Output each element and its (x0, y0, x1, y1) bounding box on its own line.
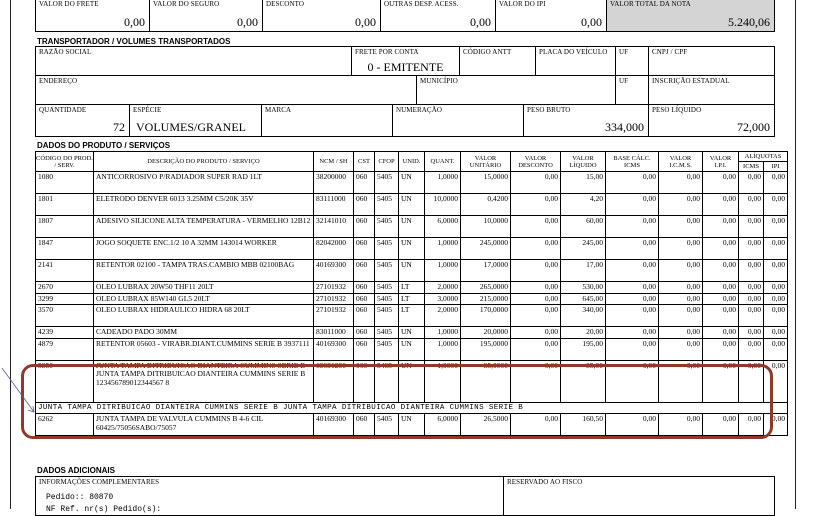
cell-cod: 5850 (36, 360, 94, 402)
inscricao-estadual-label: INSCRIÇÃO ESTADUAL (652, 77, 730, 85)
cell-vu: 20,0000 (461, 327, 511, 339)
cell-cfop: 5405 (375, 338, 399, 360)
cell-qt: 6,0000 (425, 216, 461, 238)
peso-liquido-box (648, 104, 775, 137)
cell-cod: 2141 (36, 260, 94, 282)
col-bcicms: BASE CÁLC. ICMS (606, 152, 659, 172)
cell-ncm: 40169300 (314, 338, 354, 360)
cell-vp: 0,00 (703, 414, 739, 436)
uf1-box (615, 46, 649, 76)
cell-vu: 17,0000 (461, 260, 511, 282)
col-vdesc: VALOR DESCONTO (511, 152, 561, 172)
cell-vu: 195,0000 (461, 338, 511, 360)
placa-box (535, 46, 616, 76)
cell-ap: 0,00 (764, 172, 788, 194)
cell-vu: 85,0000 (461, 360, 511, 402)
cell-un: UN (399, 172, 425, 194)
cell-un: UN (399, 260, 425, 282)
cell-vl: 60,00 (561, 216, 606, 238)
cell-ncm: 83111000 (314, 194, 354, 216)
razao-social-label: RAZÃO SOCIAL (39, 48, 92, 56)
cell-desc: ANTICORROSIVO P/RADIADOR SUPER RAD 1LT (94, 172, 314, 194)
table-row (36, 238, 788, 260)
cell-cst: 060 (354, 238, 375, 260)
cell-vd: 0,00 (511, 360, 561, 402)
table-row (36, 305, 788, 327)
overflow-description-text: JUNTA TAMPA DITRIBUICAO DIANTEIRA CUMMINS SERIE B JUNTA TAMPA DITRIBUICAO DIANTEIRA CUMMINS SERIE B (36, 402, 788, 414)
cell-ap: 0,00 (764, 414, 788, 436)
cell-vp: 0,00 (703, 305, 739, 327)
cell-vu: 215,0000 (461, 293, 511, 305)
cell-cfop: 5405 (375, 414, 399, 436)
razao-social-box (35, 46, 352, 76)
col-vunit: VALOR UNITÁRIO (461, 152, 511, 172)
cell-vp: 0,00 (703, 360, 739, 402)
products-header-row (36, 152, 788, 162)
cell-vi: 0,00 (659, 305, 703, 327)
uf1-label: UF (619, 48, 629, 56)
cell-ai: 0,00 (739, 194, 764, 216)
col-vliq: VALOR LÍQUIDO (561, 152, 606, 172)
cell-ap: 0,00 (764, 260, 788, 282)
cell-qt: 6,0000 (425, 414, 461, 436)
quantidade-label: QUANTIDADE (39, 106, 87, 114)
valor-frete-value: 0,00 (124, 15, 145, 29)
cell-vi: 0,00 (659, 194, 703, 216)
cell-qt: 1,0000 (425, 238, 461, 260)
col-cfop: CFOP (375, 152, 399, 172)
cell-desc: OLEO LUBRAX HIDRAULICO HIDRA 68 20LT (94, 305, 314, 327)
col-ncm: NCM / SH (314, 152, 354, 172)
cell-desc: ADESIVO SILICONE ALTA TEMPERATURA - VERMELHO 12B12 (94, 216, 314, 238)
outras-desp-label: OUTRAS DESP. ACESS. (384, 0, 459, 8)
cell-ap: 0,00 (764, 282, 788, 294)
uf2-label: UF (619, 77, 629, 85)
cell-ai: 0,00 (739, 414, 764, 436)
cell-cst: 060 (354, 172, 375, 194)
cell-ncm: 38200000 (314, 172, 354, 194)
cell-vd: 0,00 (511, 414, 561, 436)
arrow-pointer-icon (0, 366, 40, 416)
valor-total-label: VALOR TOTAL DA NOTA (610, 0, 691, 8)
valor-ipi-label: VALOR DO IPI (499, 0, 546, 8)
cell-ai: 0,00 (739, 360, 764, 402)
placa-label: PLACA DO VEÍCULO (539, 48, 608, 56)
cell-cod: 1080 (36, 172, 94, 194)
cell-cfop: 5405 (375, 293, 399, 305)
col-vicms: VALOR I.C.M.S. (659, 152, 703, 172)
peso-bruto-label: PESO BRUTO (527, 106, 571, 114)
table-row (36, 414, 788, 436)
codigo-antt-label: CÓDIGO ANTT (463, 48, 512, 56)
municipio-label: MUNICÍPIO (420, 77, 458, 85)
cell-ncm: 27101932 (314, 305, 354, 327)
table-row (36, 293, 788, 305)
cell-vp: 0,00 (703, 260, 739, 282)
cell-vi: 0,00 (659, 360, 703, 402)
cell-vl: 340,00 (561, 305, 606, 327)
cell-bc: 0,00 (606, 305, 659, 327)
marca-label: MARCA (265, 106, 292, 114)
cell-vd: 0,00 (511, 305, 561, 327)
cell-un: LT (399, 282, 425, 294)
cell-cfop: 5405 (375, 282, 399, 294)
additional-section-title: DADOS ADICIONAIS (37, 466, 115, 475)
cell-bc: 0,00 (606, 260, 659, 282)
cell-un: UN (399, 360, 425, 402)
cell-cfop: 5405 (375, 194, 399, 216)
endereco-box (35, 75, 417, 105)
cell-vl: 15,00 (561, 172, 606, 194)
cell-ncm: 83011000 (314, 327, 354, 339)
cell-vp: 0,00 (703, 282, 739, 294)
cell-cfop: 5405 (375, 172, 399, 194)
cell-vd: 0,00 (511, 172, 561, 194)
cell-cfop: 5405 (375, 260, 399, 282)
cell-qt: 1,0000 (425, 360, 461, 402)
cell-vi: 0,00 (659, 216, 703, 238)
cell-vi: 0,00 (659, 172, 703, 194)
pedido-text: Pedido:: 80870 (46, 493, 114, 502)
cell-vu: 0,4200 (461, 194, 511, 216)
cell-vp: 0,00 (703, 293, 739, 305)
cell-vl: 530,00 (561, 282, 606, 294)
cell-bc: 0,00 (606, 216, 659, 238)
cell-desc: RETENTOR 05603 - VIRABR.DIANT.CUMMINS SERIE B 3937111 (94, 338, 314, 360)
cell-vl: 17,00 (561, 260, 606, 282)
table-row (36, 172, 788, 194)
cell-ncm: 27101932 (314, 293, 354, 305)
col-aliquotas: ALÍQUOTAS (739, 152, 788, 162)
cell-ap: 0,00 (764, 216, 788, 238)
cell-desc: CADEADO PADO 30MM (94, 327, 314, 339)
cell-un: UN (399, 338, 425, 360)
cell-desc: OLEO LUBRAX 85W140 GL5 20LT (94, 293, 314, 305)
cell-bc: 0,00 (606, 194, 659, 216)
cell-bc: 0,00 (606, 293, 659, 305)
info-complementares-box (35, 476, 504, 516)
cell-cst: 060 (354, 282, 375, 294)
cnpj-box (648, 46, 775, 76)
cell-cfop: 5405 (375, 238, 399, 260)
marca-box (261, 104, 393, 137)
table-row (36, 360, 788, 402)
cell-ai: 0,00 (739, 282, 764, 294)
cell-ai: 0,00 (739, 305, 764, 327)
especie-label: ESPÉCIE (133, 106, 162, 114)
cell-ncm: 40169300 (314, 414, 354, 436)
overflow-description-row (36, 402, 788, 414)
cell-cod: 3570 (36, 305, 94, 327)
valor-frete-label: VALOR DO FRETE (39, 0, 99, 8)
cell-vl: 245,00 (561, 238, 606, 260)
endereco-label: ENDEREÇO (39, 77, 78, 85)
desconto-box (262, 0, 381, 32)
cell-vu: 265,0000 (461, 282, 511, 294)
transport-section-title: TRANSPORTADOR / VOLUMES TRANSPORTADOS (37, 37, 231, 46)
cell-qt: 2,0000 (425, 305, 461, 327)
frete-por-conta-box (351, 46, 460, 76)
col-aliq-icms: ICMS (739, 162, 764, 172)
cell-cod: 1847 (36, 238, 94, 260)
cell-vu: 245,0000 (461, 238, 511, 260)
cell-vi: 0,00 (659, 282, 703, 294)
cnpj-label: CNPJ / CPF (652, 48, 688, 56)
col-quant: QUANT. (425, 152, 461, 172)
cell-un: UN (399, 194, 425, 216)
ref-text: NF Ref. nr(s) Pedido(s): (46, 505, 162, 514)
valor-ipi-value: 0,00 (581, 15, 602, 29)
cell-vi: 0,00 (659, 414, 703, 436)
cell-bc: 0,00 (606, 327, 659, 339)
cell-desc: JOGO SOQUETE ENC.1/2 10 A 32MM 143014 WORKER (94, 238, 314, 260)
cell-un: LT (399, 305, 425, 327)
peso-bruto-value: 334,000 (605, 120, 644, 134)
cell-cst: 060 (354, 338, 375, 360)
codigo-antt-box (459, 46, 536, 76)
cell-ncm: 32141010 (314, 216, 354, 238)
cell-ncm: 69091230 (314, 360, 354, 402)
info-complementares-label: INFORMAÇÕES COMPLEMENTARES (39, 478, 160, 486)
cell-ap: 0,00 (764, 327, 788, 339)
cell-cst: 060 (354, 305, 375, 327)
cell-desc: ELETRODO DENVER 6013 3.25MM C5/20K 35V (94, 194, 314, 216)
uf2-box (615, 75, 649, 105)
cell-cfop: 5405 (375, 216, 399, 238)
cell-vd: 0,00 (511, 194, 561, 216)
cell-vl: 4,20 (561, 194, 606, 216)
cell-cod: 6262 (36, 414, 94, 436)
valor-total-value: 5.240,06 (728, 15, 770, 29)
valor-total-box (606, 0, 775, 32)
table-row (36, 260, 788, 282)
cell-ai: 0,00 (739, 327, 764, 339)
especie-value: VOLUMES/GRANEL (136, 120, 246, 134)
cell-cfop: 5405 (375, 360, 399, 402)
cell-bc: 0,00 (606, 172, 659, 194)
numeracao-box (392, 104, 524, 137)
cell-vp: 0,00 (703, 238, 739, 260)
cell-vi: 0,00 (659, 238, 703, 260)
cell-vi: 0,00 (659, 293, 703, 305)
frete-por-conta-value: 0 - EMITENTE (367, 60, 444, 74)
cell-ncm: 40169300 (314, 260, 354, 282)
cell-ap: 0,00 (764, 305, 788, 327)
cell-vi: 0,00 (659, 327, 703, 339)
cell-qt: 2,0000 (425, 282, 461, 294)
cell-ap: 0,00 (764, 338, 788, 360)
cell-ai: 0,00 (739, 238, 764, 260)
col-codigo: CÓDIGO DO PROD. / SERV. (36, 152, 94, 172)
cell-ai: 0,00 (739, 338, 764, 360)
col-cst: CST (354, 152, 375, 172)
reservado-fisco-box (503, 476, 775, 516)
cell-qt: 1,0000 (425, 327, 461, 339)
right-page-edge (795, 0, 796, 509)
cell-vl: 195,00 (561, 338, 606, 360)
table-row (36, 216, 788, 238)
cell-vd: 0,00 (511, 338, 561, 360)
cell-vu: 10,0000 (461, 216, 511, 238)
cell-cst: 060 (354, 414, 375, 436)
cell-qt: 1,0000 (425, 172, 461, 194)
cell-desc: OLEO LUBRAX 20W50 THF11 20LT (94, 282, 314, 294)
cell-cst: 060 (354, 327, 375, 339)
cell-cod: 1807 (36, 216, 94, 238)
cell-qt: 3,0000 (425, 293, 461, 305)
left-page-edge (10, 0, 11, 509)
cell-ai: 0,00 (739, 260, 764, 282)
cell-vp: 0,00 (703, 327, 739, 339)
col-unid: UNID. (399, 152, 425, 172)
numeracao-label: NUMERAÇÃO (396, 106, 443, 114)
cell-bc: 0,00 (606, 238, 659, 260)
cell-vp: 0,00 (703, 338, 739, 360)
cell-cst: 060 (354, 360, 375, 402)
cell-ai: 0,00 (739, 216, 764, 238)
quantidade-box (35, 104, 130, 137)
inscricao-estadual-box (648, 75, 775, 105)
cell-cst: 060 (354, 293, 375, 305)
cell-vi: 0,00 (659, 338, 703, 360)
cell-qt: 10,0000 (425, 194, 461, 216)
cell-desc: JUNTA TAMPA DE VALVULA CUMMINS B 4-6 CIL 60425/75056SABO/75057 (94, 414, 314, 436)
cell-cod: 3299 (36, 293, 94, 305)
cell-vp: 0,00 (703, 216, 739, 238)
valor-ipi-box (495, 0, 607, 32)
cell-vu: 26,5000 (461, 414, 511, 436)
cell-qt: 1,0000 (425, 338, 461, 360)
col-vipi: VALOR I.P.I. (703, 152, 739, 172)
peso-liquido-value: 72,000 (737, 120, 770, 134)
cell-vd: 0,00 (511, 282, 561, 294)
cell-vl: 85,00 (561, 360, 606, 402)
cell-cfop: 5405 (375, 305, 399, 327)
products-section-title: DADOS DO PRODUTO / SERVIÇOS (37, 141, 171, 150)
cell-vd: 0,00 (511, 238, 561, 260)
cell-un: UN (399, 238, 425, 260)
cell-cod: 4239 (36, 327, 94, 339)
cell-vl: 20,00 (561, 327, 606, 339)
col-aliq-ipi: IPI (764, 162, 788, 172)
cell-un: UN (399, 414, 425, 436)
especie-box (129, 104, 262, 137)
quantidade-value: 72 (113, 120, 125, 134)
table-row (36, 338, 788, 360)
cell-ap: 0,00 (764, 238, 788, 260)
cell-bc: 0,00 (606, 282, 659, 294)
valor-frete-box (35, 0, 150, 32)
cell-vl: 160,50 (561, 414, 606, 436)
cell-vd: 0,00 (511, 293, 561, 305)
cell-vl: 645,00 (561, 293, 606, 305)
cell-ncm: 27101932 (314, 282, 354, 294)
table-row (36, 194, 788, 216)
cell-ap: 0,00 (764, 293, 788, 305)
cell-vd: 0,00 (511, 216, 561, 238)
cell-cst: 060 (354, 194, 375, 216)
cell-un: UN (399, 216, 425, 238)
peso-liquido-label: PESO LÍQUIDO (652, 106, 702, 114)
cell-cfop: 5405 (375, 327, 399, 339)
cell-cod: 2670 (36, 282, 94, 294)
outras-desp-value: 0,00 (470, 15, 491, 29)
cell-desc: JUNTA TAMPA DITRIBUICAO DIANTEIRA CUMMINS SERIE B JUNTA TAMPA DITRIBUICAO DIANTEIRA CUMMINS SERIE B 123456789012344567 8 (94, 360, 314, 402)
products-table (35, 151, 788, 436)
cell-ncm: 82042000 (314, 238, 354, 260)
cell-vd: 0,00 (511, 327, 561, 339)
cell-vi: 0,00 (659, 260, 703, 282)
cell-desc: RETENTOR 02100 - TAMPA TRAS.CAMBIO MBB 02100BAG (94, 260, 314, 282)
municipio-box (416, 75, 616, 105)
peso-bruto-box (523, 104, 649, 137)
cell-vp: 0,00 (703, 194, 739, 216)
desconto-label: DESCONTO (266, 0, 305, 8)
cell-ap: 0,00 (764, 194, 788, 216)
valor-seguro-label: VALOR DO SEGURO (153, 0, 220, 8)
cell-ap: 0,00 (764, 360, 788, 402)
cell-qt: 1,0000 (425, 260, 461, 282)
cell-un: UN (399, 327, 425, 339)
cell-ai: 0,00 (739, 293, 764, 305)
col-descricao: DESCRIÇÃO DO PRODUTO / SERVIÇO (94, 152, 314, 172)
outras-desp-box (380, 0, 496, 32)
cell-cod: 4879 (36, 338, 94, 360)
cell-bc: 0,00 (606, 360, 659, 402)
table-row (36, 327, 788, 339)
cell-cst: 060 (354, 216, 375, 238)
desconto-value: 0,00 (355, 15, 376, 29)
cell-vu: 15,0000 (461, 172, 511, 194)
cell-bc: 0,00 (606, 414, 659, 436)
cell-ai: 0,00 (739, 172, 764, 194)
table-row (36, 282, 788, 294)
cell-cst: 060 (354, 260, 375, 282)
cell-bc: 0,00 (606, 338, 659, 360)
cell-vu: 170,0000 (461, 305, 511, 327)
frete-por-conta-label: FRETE POR CONTA (355, 48, 419, 56)
valor-seguro-box (149, 0, 263, 32)
cell-cod: 1801 (36, 194, 94, 216)
reservado-fisco-label: RESERVADO AO FISCO (507, 478, 583, 486)
cell-un: LT (399, 293, 425, 305)
valor-seguro-value: 0,00 (237, 15, 258, 29)
cell-vd: 0,00 (511, 260, 561, 282)
cell-vp: 0,00 (703, 172, 739, 194)
